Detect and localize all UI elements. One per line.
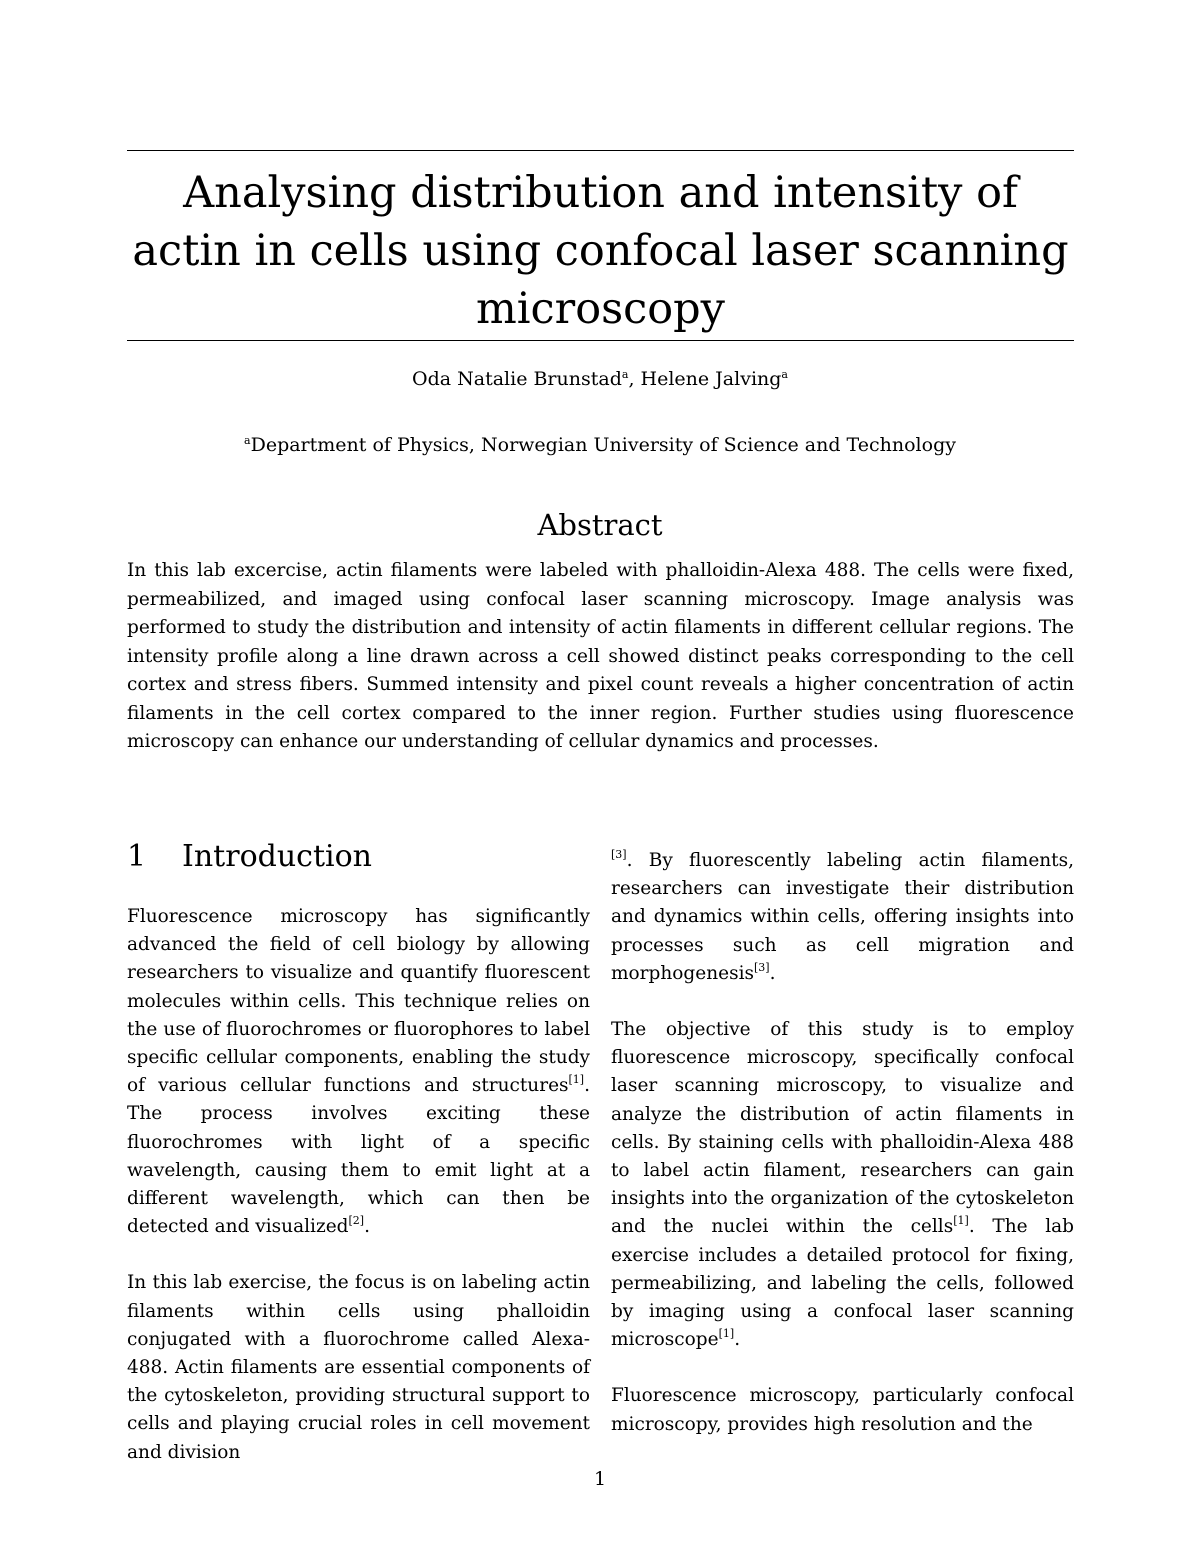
citation-link[interactable]: [1] [953, 1214, 969, 1228]
author-affiliation-mark: a [621, 368, 629, 381]
citation-link[interactable]: [3] [753, 960, 770, 974]
intro-paragraph-1 [127, 903, 590, 1241]
affiliation-text: Department of Physics, Norwegian University of Science and Technology [250, 434, 956, 456]
author-name: Oda Natalie Brunstad [412, 368, 622, 390]
paragraph-text: . [364, 1216, 370, 1238]
author-affiliation-mark: a [781, 368, 788, 381]
paragraph-text: . By fluorescently labeling actin filaments, researchers can investigate their distribution and dynamics within cells, offering insights into processes such as cell migration and morphogenesis [611, 850, 1074, 984]
abstract-heading: Abstract [537, 508, 663, 542]
author-separator: , [628, 368, 641, 390]
paragraph-text: The objective of this study is to employ fluorescence microscopy, specifically confocal laser scanning microscopy, to visualize and analyze the distribution of actin filaments in cells. By staining cells with phalloidin-Alexa 488 to label actin filament, researchers can gain insights into the organization of the cytoskeleton and the nuclei within the cells [611, 1019, 1074, 1238]
section-number: 1 [127, 839, 147, 874]
citation-link[interactable]: [1] [718, 1327, 735, 1341]
right-column [611, 847, 1074, 1467]
affiliation-mark: a [244, 434, 251, 447]
citation-link[interactable]: [2] [348, 1214, 365, 1228]
author-name: Helene Jalving [640, 368, 782, 390]
section-title: Introduction [182, 839, 372, 874]
citation-link[interactable]: [3] [611, 848, 627, 861]
intro-paragraph-4 [611, 1382, 1074, 1438]
paragraph-text: . [769, 962, 776, 984]
author-list [0, 366, 1200, 392]
intro-paragraph-3 [611, 1016, 1074, 1354]
left-column [127, 837, 590, 1495]
title-top-rule [127, 150, 1074, 151]
paragraph-text: Fluorescence microscopy has significantly advanced the field of cell biology by allowing researchers to visualize and quantify fluorescent molecules within cells. This technique relies on the use of fluorochromes or fluorophores to label specific cellular components, enabling the study of various cellular functions and structures [127, 906, 590, 1097]
paragraph-text: Fluorescence microscopy, particularly confocal microscopy, provides high resolution and the [611, 1385, 1074, 1435]
section-heading [127, 837, 590, 877]
intro-paragraph-2-start [127, 1269, 590, 1466]
paragraph-text: . The lab exercise includes a detailed protocol for fixing, permeabilizing, and labeling the cells, followed by imaging using a confocal laser scanning microscope [611, 1216, 1074, 1351]
page-number: 1 [593, 1468, 607, 1490]
paragraph-text: . The process involves exciting these fluorochromes with light of a specific wavelength, causing them to emit light at a different wavelength, which can then be detected and visualized [127, 1075, 590, 1238]
citation-link[interactable]: [1] [568, 1073, 585, 1087]
title-bottom-rule [127, 340, 1074, 341]
affiliation [0, 432, 1200, 458]
paragraph-text: . [734, 1329, 741, 1351]
intro-paragraph-2-end [611, 847, 1074, 988]
paragraph-text: In this lab exercise, the focus is on labeling actin filaments within cells using phalloidin conjugated with a fluorochrome called Alexa-488. Actin filaments are essential components of the cytoskeleton, providing structural support to cells and playing crucial roles in cell movement and division [127, 1272, 590, 1463]
abstract-text: In this lab excercise, actin filaments were labeled with phalloidin-Alexa 488. The cells were fixed, permeabilized, and imaged using confocal laser scanning microscopy. Image analysis was performed to study the distribution and intensity of actin filaments in different cellular regions. The intensity profile along a line drawn across a cell showed distinct peaks corresponding to the cell cortex and stress fibers. Summed intensity and pixel count reveals a higher concentration of actin filaments in the cell cortex compared to the inner region. Further studies using fluorescence microscopy can enhance our understanding of cellular dynamics and processes. [127, 560, 1074, 752]
paper-title: Analysing distribution and intensity of actin in cells using confocal laser scanning microscopy [132, 168, 1069, 334]
